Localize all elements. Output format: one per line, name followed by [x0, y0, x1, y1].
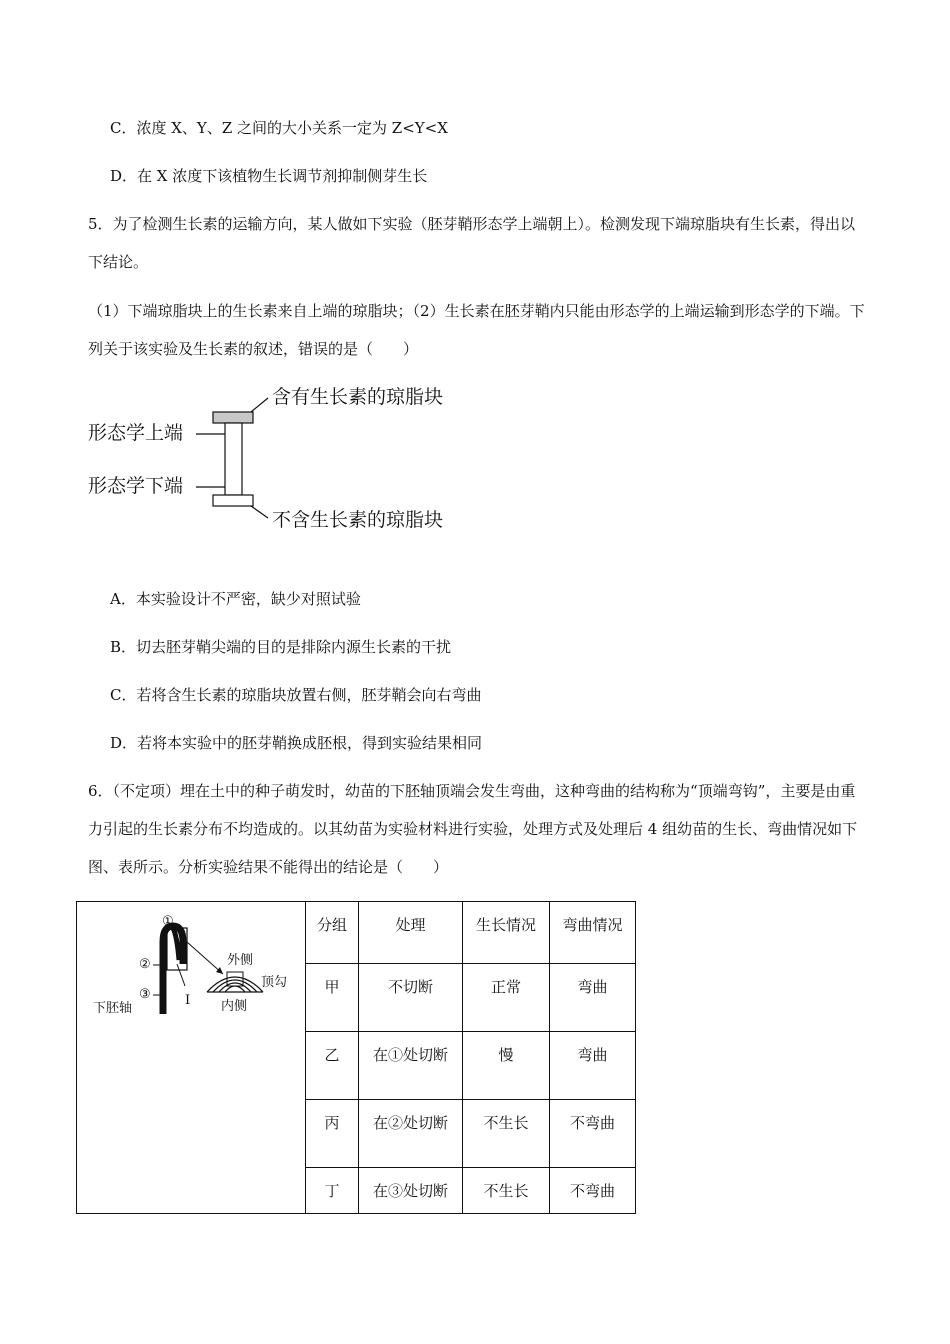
- inner-label: 内侧: [221, 999, 248, 1014]
- marker-1: ①: [162, 914, 174, 929]
- header-bending: 弯曲情况: [550, 902, 636, 964]
- outer-label: 外侧: [227, 953, 254, 968]
- q4-option-d: D．在 X 浓度下该植物生长调节剂抑制侧芽生长: [110, 167, 428, 185]
- q5-stem: 5．为了检测生长素的运输方向，某人做如下实验（胚芽鞘形态学上端朝上）。检测发现下端琼脂块有生长素，得出以下结论。: [88, 215, 856, 271]
- hook-label: 顶勾: [261, 975, 288, 990]
- lower-end-label: 形态学下端: [88, 475, 184, 497]
- upper-end-label: 形态学上端: [88, 422, 184, 444]
- roman-i-label: I: [185, 993, 191, 1008]
- seedling-figure: [77, 902, 305, 1022]
- top-agar-label: 含有生长素的琼脂块: [272, 386, 444, 408]
- header-group: 分组: [306, 902, 359, 964]
- header-treatment: 处理: [359, 902, 463, 964]
- q5-option-c: C．若将含生长素的琼脂块放置右侧，胚芽鞘会向右弯曲: [110, 686, 482, 704]
- table-row: 甲 不切断 正常 弯曲: [77, 964, 636, 1032]
- table-row: 乙 在①处切断 慢 弯曲: [77, 1032, 636, 1100]
- q5-option-b: B．切去胚芽鞘尖端的目的是排除内源生长素的干扰: [110, 638, 452, 656]
- seedling-figure-cell: [77, 902, 306, 1214]
- q6-table: [76, 901, 636, 1214]
- marker-3: ③: [139, 987, 151, 1002]
- table-row: 丙 在②处切断 不生长 不弯曲: [77, 1100, 636, 1168]
- header-growth: 生长情况: [463, 902, 550, 964]
- auxin-transport-figure: [86, 378, 506, 548]
- bottom-agar-label: 不含生长素的琼脂块: [272, 509, 444, 531]
- table-row: 丁 在③处切断 不生长 不弯曲: [77, 1168, 636, 1214]
- q6-stem: 6．（不定项）埋在土中的种子萌发时，幼苗的下胚轴顶端会发生弯曲，这种弯曲的结构称为“顶端弯钩”，主要是由重力引起的生长素分布不均造成的。以其幼苗为实验材料进行实验，处理方式及处理后 4 组幼苗的生长、弯曲情况如下图、表所示。分析实验结果不能得出的结论是（ ）: [88, 782, 858, 876]
- q5-conclusion: （1）下端琼脂块上的生长素来自上端的琼脂块；（2）生长素在胚芽鞘内只能由形态学的上端运输到形态学的下端。下列关于该实验及生长素的叙述，错误的是（ ）: [88, 302, 865, 358]
- marker-2: ②: [139, 957, 151, 972]
- hypocotyl-label: 下胚轴: [93, 1001, 133, 1016]
- q5-option-a: A．本实验设计不严密，缺少对照试验: [110, 590, 361, 608]
- q4-option-c: C．浓度 X、Y、Z 之间的大小关系一定为 Z<Y<X: [110, 119, 448, 137]
- q5-option-d: D．若将本实验中的胚芽鞘换成胚根，得到实验结果相同: [110, 734, 483, 752]
